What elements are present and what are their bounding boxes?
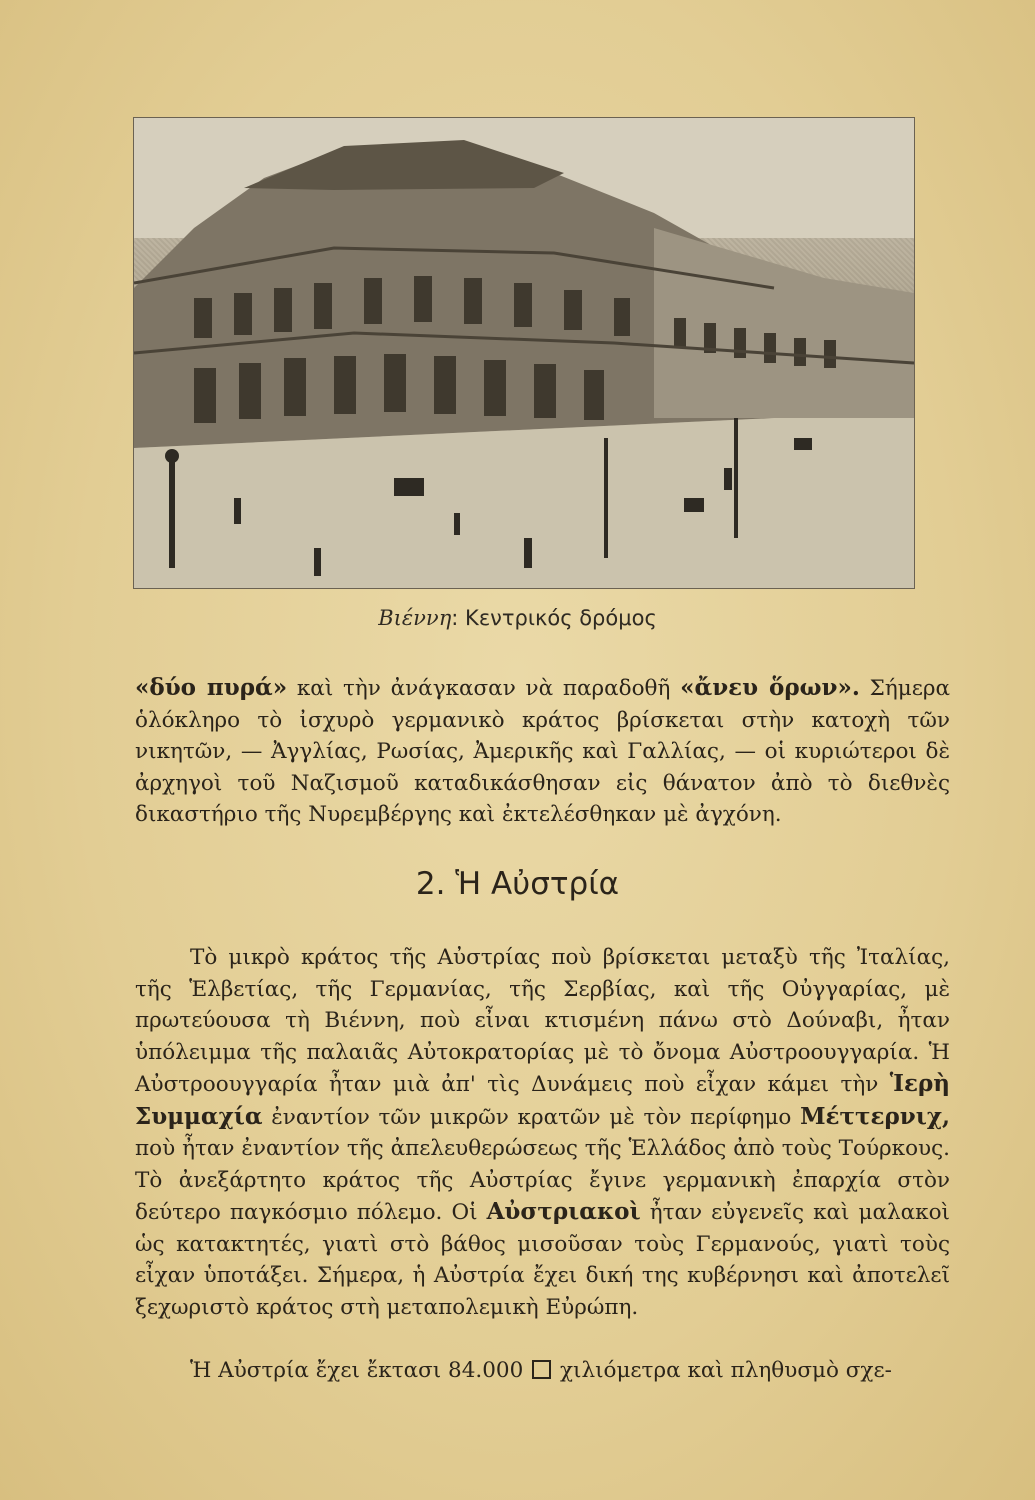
photo-vienna-opera-icon: [134, 118, 914, 588]
paragraph-austria: [135, 942, 950, 1323]
square-km-icon: [532, 1360, 551, 1379]
section-heading: 2. Ἡ Αὐστρία: [415, 866, 620, 902]
bold-austrians: Αὐστριακοὶ: [486, 1198, 641, 1225]
caption-text: : Κεντρικός δρόμος: [451, 606, 657, 630]
paragraph-text: ἦταν εὐγενεῖς καὶ μαλακοὶ ὡς κατακτητές, γιατὶ στὸ βάθος μισοῦσαν τοὺς Γερμανούς, γιατὶ τοὺς εἶχαν ὑποτάξει. Σήμερα, ἡ Αὐστρία ἔχει δική της κυβέρνησι καὶ ἀποτελεῖ ξεχωριστὸ κράτος στὴ μεταπολεμικὴ Εὐρώπη.: [135, 1200, 950, 1320]
paragraph-text: ποὺ ἦταν ἐναντίον τῆς ἀπελευθερώσεως τῆς Ἑλλάδος ἀπὸ τοὺς Τούρκους. Τὸ ἀνεξάρτητο κράτος τῆς Αὐστρίας ἔγινε γερμανικὴ ἐπαρχία στὸν δεύτερο παγκόσμιο πόλεμο. Οἱ: [135, 1136, 950, 1225]
quote-aneu-oron: «ἄνευ ὅρων».: [680, 674, 860, 701]
paragraph-area: [135, 1355, 950, 1387]
paragraph-text: καὶ τὴν ἀνάγκασαν νὰ παραδοθῆ: [287, 676, 681, 701]
bold-metternich: Μέττερνιχ,: [800, 1102, 950, 1130]
paragraph-text: ἐναντίον τῶν μικρῶν κρατῶν μὲ τὸν περίφημο: [262, 1104, 801, 1130]
photo-caption: [0, 606, 1035, 630]
paragraph-text: Ἡ Αὐστρία ἔχει ἔκτασι 84.000: [190, 1358, 524, 1383]
paragraph-text: Σήμερα ὁλόκληρο τὸ ἰσχυρὸ γερμανικὸ κράτος βρίσκεται στὴν κατοχὴ τῶν νικητῶν, — Ἀγγλίας, Ρωσίας, Ἀμερικῆς καὶ Γαλλίας, — οἱ κυριώτεροι δὲ ἀρχηγοὶ τοῦ Ναζισμοῦ καταδικάσθησαν εἰς θάνατον ἀπὸ τὸ διεθνὲς δικαστήριο τῆς Νυρεμβέργης καὶ ἐκτελέσθηκαν μὲ ἀγχόνη.: [135, 676, 951, 827]
quote-dyo-pyra: «δύο πυρά»: [135, 674, 288, 701]
paragraph-germany: [135, 672, 950, 831]
bold-holy-alliance: Ἱερὴ Συμμαχία: [135, 1070, 950, 1130]
caption-place: Βιέννη: [378, 606, 452, 630]
paragraph-text: Τὸ μικρὸ κράτος τῆς Αὐστρίας ποὺ βρίσκεται μεταξὺ τῆς Ἰταλίας, τῆς Ἑλβετίας, τῆς Γερμανίας, τῆς Σερβίας, καὶ τῆς Οὐγγαρίας, μὲ πρωτεύουσα τὴ Βιέννη, ποὺ εἶναι κτισμένη πάνω στὸ Δούναβι, ἦταν ὑπόλειμμα τῆς παλαιᾶς Αὐτοκρατορίας μὲ τὸ ὄνομα Αὐστροουγγαρία. Ἡ Αὐστροουγγαρία ἦταν μιὰ ἀπ' τὶς Δυνάμεις ποὺ εἶχαν κάμει τὴν: [135, 945, 950, 1097]
paragraph-text: χιλιόμετρα καὶ πληθυσμὸ σχε-: [559, 1358, 892, 1383]
vienna-street-photo: [133, 117, 915, 589]
